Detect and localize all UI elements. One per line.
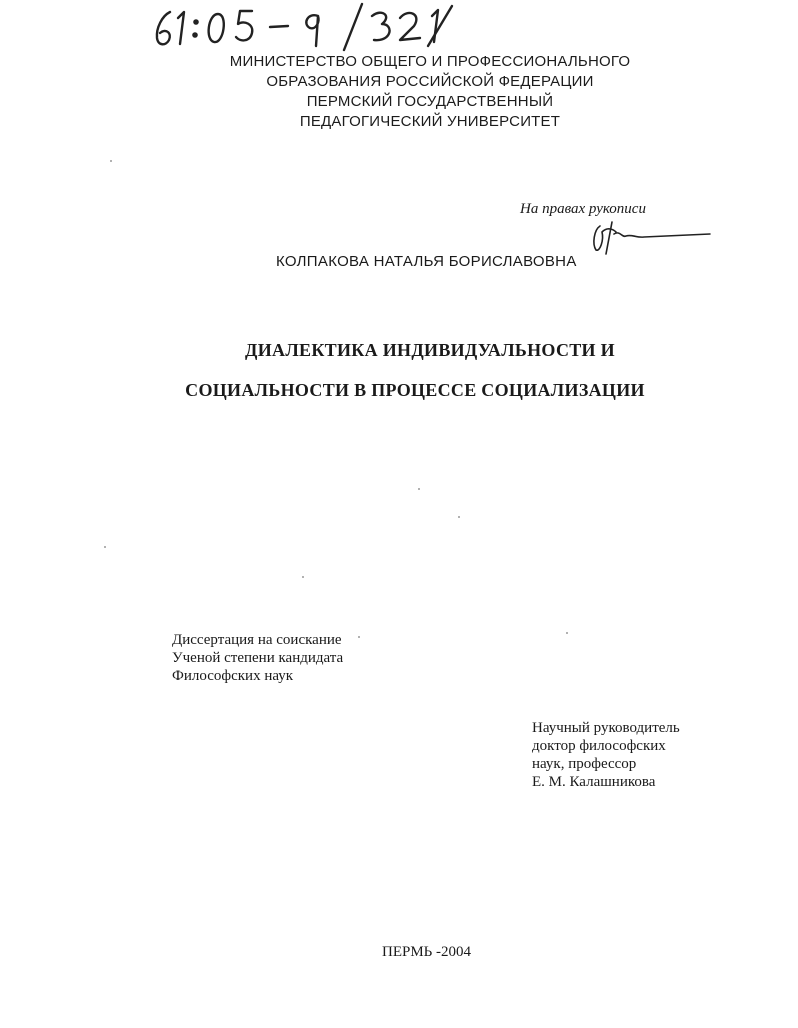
degree-line: Философских наук bbox=[172, 668, 294, 684]
ministry-line: МИНИСТЕРСТВО ОБЩЕГО И ПРОФЕССИОНАЛЬНОГО bbox=[229, 53, 631, 70]
degree-line: Ученой степени кандидата bbox=[172, 650, 344, 666]
scan-speck bbox=[104, 546, 106, 548]
signature-drawing bbox=[586, 216, 716, 256]
supervisor-line: Научный руководитель bbox=[532, 720, 680, 736]
scan-speck bbox=[418, 488, 420, 490]
scan-speck bbox=[458, 516, 460, 518]
degree-line: Диссертация на соискание bbox=[172, 632, 342, 648]
title-line: ДИАЛЕКТИКА ИНДИВИДУАЛЬНОСТИ И bbox=[245, 340, 615, 360]
ministry-header bbox=[160, 52, 700, 132]
scan-speck bbox=[358, 636, 360, 638]
supervisor-line: доктор философских bbox=[532, 738, 666, 754]
degree-statement bbox=[172, 631, 343, 685]
author-name: КОЛПАКОВА НАТАЛЬЯ БОРИСЛАВОВНА bbox=[276, 253, 577, 270]
university-line: ПЕДАГОГИЧЕСКИЙ УНИВЕРСИТЕТ bbox=[299, 113, 561, 130]
handwritten-signature bbox=[586, 216, 716, 256]
supervisor-name: Е. М. Калашникова bbox=[532, 774, 656, 790]
scan-speck bbox=[302, 576, 304, 578]
ministry-line: ОБРАЗОВАНИЯ РОССИЙСКОЙ ФЕДЕРАЦИИ bbox=[266, 73, 594, 90]
manuscript-note: На правах рукописи bbox=[520, 201, 646, 217]
scan-speck bbox=[110, 160, 112, 162]
title-line: СОЦИАЛЬНОСТИ В ПРОЦЕССЕ СОЦИАЛИЗАЦИИ bbox=[185, 380, 645, 400]
scan-speck bbox=[566, 632, 568, 634]
university-line: ПЕРМСКИЙ ГОСУДАРСТВЕННЫЙ bbox=[306, 93, 554, 110]
supervisor-line: наук, профессор bbox=[532, 756, 637, 772]
city-year: ПЕРМЬ -2004 bbox=[382, 944, 472, 960]
supervisor-block bbox=[532, 719, 680, 791]
